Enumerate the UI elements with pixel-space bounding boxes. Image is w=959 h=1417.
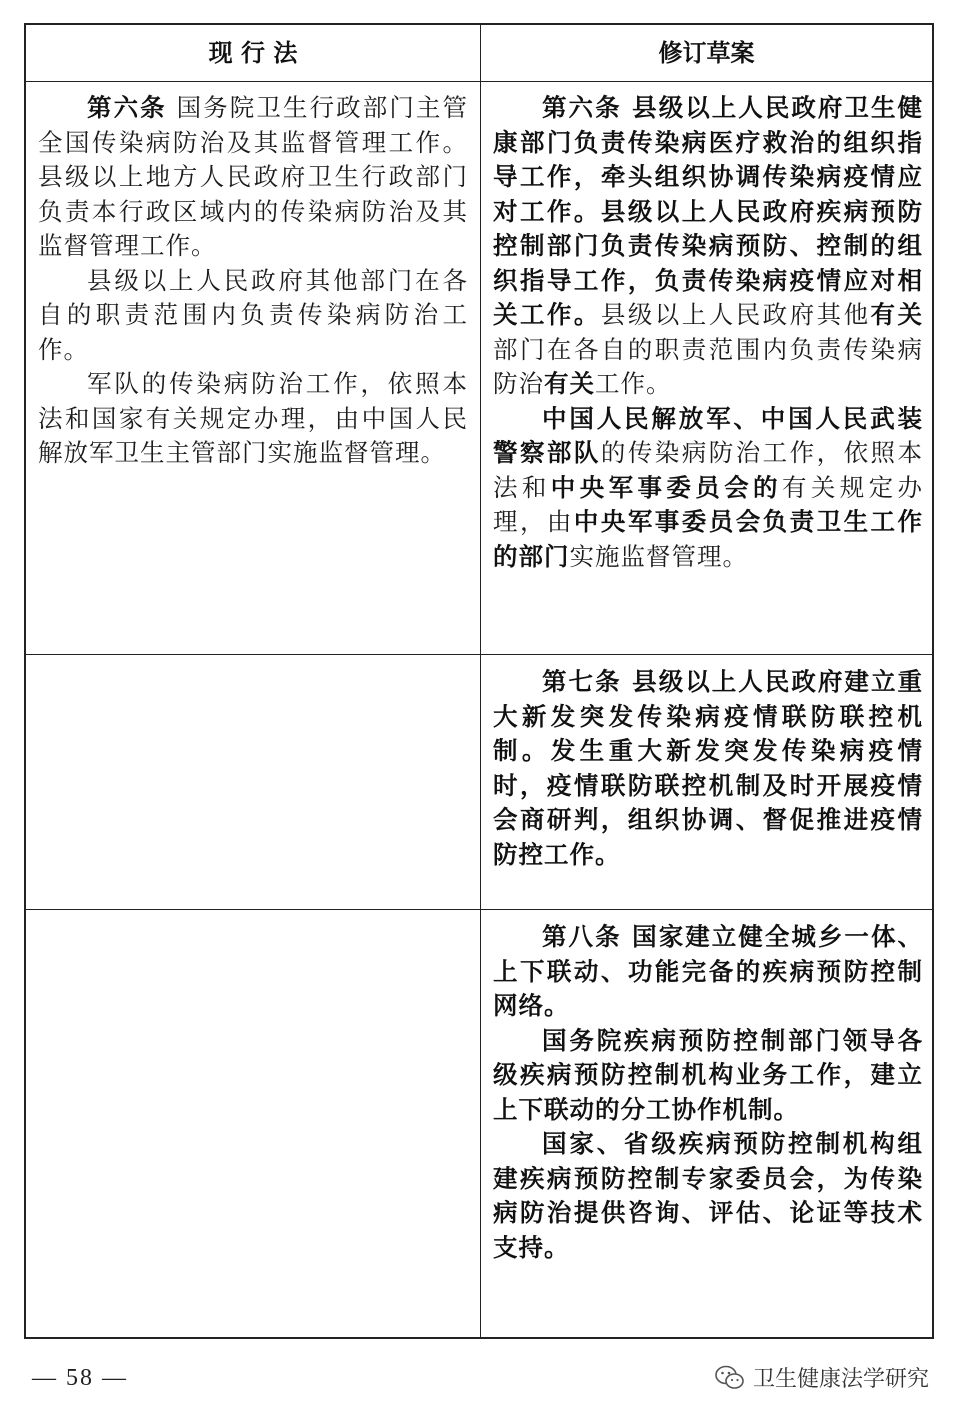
article-paragraph (493, 665, 923, 872)
footer-brand (715, 1362, 929, 1393)
bold-text-run: 中央军事委员会的 (550, 472, 782, 502)
bold-text-run: 中国人民解放军、中国人民武装警察部队 (493, 403, 923, 467)
row-divider-1 (26, 654, 932, 655)
page-number: — 58 — (32, 1365, 128, 1391)
bold-text-run: 第八条 国家建立健全城乡一体、上下联动、功能完备的疾病预防控制网络。 (493, 922, 923, 1020)
text-run: 有关规定办理，由 (493, 472, 924, 536)
bold-text-run: 中央军事委员会负责卫生工作的部门 (493, 507, 924, 571)
row-2-draft (493, 665, 923, 872)
bold-text-run: 第七条 县级以上人民政府建立重大新发突发传染病疫情联防联控机制。发生重大新发突发传染病疫情时，疫情联防联控机制及时开展疫情会商研判，组织协调、督促推进疫情防控工作。 (493, 667, 923, 869)
text-run: 国务院卫生行政部门主管全国传染病防治及其监督管理工作。县级以上地方人民政府卫生行政部门负责本行政区域内的传染病防治及其监督管理工作。 (38, 93, 468, 260)
article-paragraph (38, 91, 468, 264)
row-3-draft (493, 920, 923, 1265)
text-run: 县级以上人民政府其他 (600, 300, 871, 329)
brand-name: 卫生健康法学研究 (752, 1367, 929, 1392)
article-paragraph (38, 367, 468, 471)
header-current-law: 现 行 法 (208, 39, 298, 67)
article-paragraph (493, 91, 923, 402)
header-divider (26, 81, 932, 82)
article-paragraph (493, 920, 923, 1024)
bold-text-run: 第六条 (87, 93, 167, 122)
comparison-table (24, 23, 934, 1339)
text-run: 工作。 (595, 369, 672, 398)
article-paragraph (38, 264, 468, 368)
article-paragraph (493, 1127, 923, 1265)
text-run: 实施监督管理。 (569, 541, 748, 571)
article-paragraph (493, 402, 923, 575)
bold-text-run: 有关 (544, 369, 595, 398)
row-1-current (38, 91, 468, 471)
row-divider-2 (26, 909, 932, 910)
bold-text-run: 第六条 县级以上人民政府卫生健康部门负责传染病医疗救治的组织指导工作，牵头组织协调传染病疫情应对工作。县级以上人民政府疾病预防控制部门负责传染病预防、控制的组织指导工作，负责传染病疫情应对相关工作。 (493, 93, 923, 329)
article-paragraph (493, 1024, 923, 1128)
header-revised-draft: 修订草案 (658, 39, 755, 67)
wechat-icon (715, 1365, 745, 1391)
bold-text-run: 国家、省级疾病预防控制机构组建疾病预防控制专家委员会，为传染病防治提供咨询、评估、论证等技术支持。 (493, 1129, 923, 1262)
text-run: 县级以上人民政府其他部门在各自的职责范围内负责传染病防治工作。 (38, 265, 468, 364)
text-run: 军队的传染病防治工作，依照本法和国家有关规定办理，由中国人民解放军卫生主管部门实施监督管理。 (38, 369, 468, 467)
text-run: 的传染病防治工作，依照本法和 (493, 438, 924, 502)
column-divider (480, 25, 481, 1337)
text-run: 部门在各自的职责范围内负责传染病防治 (493, 334, 923, 398)
row-1-draft (493, 91, 923, 574)
bold-text-run: 有关 (870, 300, 924, 329)
bold-text-run: 国务院疾病预防控制部门领导各级疾病预防控制机构业务工作，建立上下联动的分工协作机制。 (493, 1025, 923, 1124)
